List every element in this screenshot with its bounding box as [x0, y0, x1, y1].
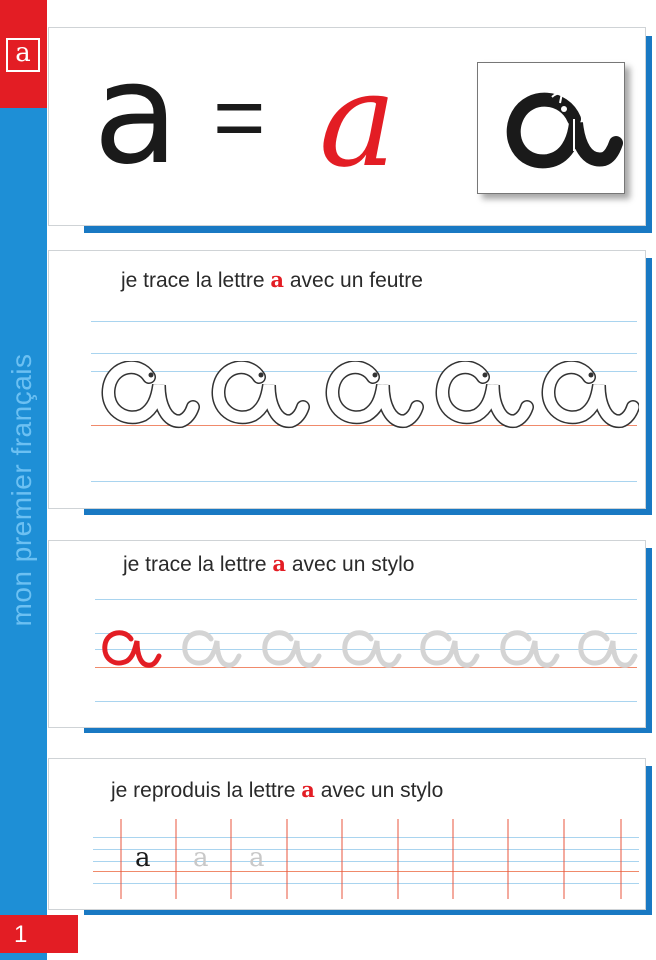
faded-letter: a	[193, 843, 209, 873]
panel-shadow	[645, 548, 652, 733]
instruction-text: avec un stylo	[286, 553, 415, 576]
outlined-letter-a	[332, 367, 417, 421]
equals-sign: =	[213, 68, 266, 168]
panel-shadow	[645, 36, 652, 233]
page-number-badge	[0, 915, 78, 953]
instruction-text: avec un stylo	[314, 779, 444, 802]
book-title: mon premier français	[6, 353, 37, 627]
model-letter-a	[105, 633, 159, 665]
cursive-a-stroke-order-icon	[478, 63, 624, 193]
faded-letter-a	[503, 633, 557, 665]
outlined-letter-a	[548, 367, 633, 421]
instruction-letter: a	[301, 777, 315, 802]
guide-line	[91, 321, 637, 322]
outlined-letter-a	[218, 367, 303, 421]
guide-line	[91, 481, 637, 482]
model-letter: a	[135, 843, 151, 873]
outlined-letter-a	[442, 367, 527, 421]
instruction-letter: a	[270, 267, 285, 292]
page-number: 1	[14, 921, 28, 948]
pen-letter-row	[99, 627, 639, 671]
panel-shadow	[84, 226, 652, 233]
instruction-stylo	[123, 551, 414, 577]
letter-tab	[0, 0, 47, 108]
instruction-text: avec un feutre	[284, 269, 423, 292]
instruction-letter: a	[272, 551, 287, 576]
guide-line	[91, 353, 637, 354]
reproduce-panel	[48, 758, 646, 910]
guide-line	[95, 701, 637, 702]
panel-shadow	[645, 766, 652, 915]
print-letter: a	[93, 33, 179, 196]
outlined-letter-a	[108, 367, 193, 421]
panel-shadow	[645, 258, 652, 515]
instruction-text: je trace la lettre	[121, 269, 271, 292]
faded-letter-a	[581, 633, 635, 665]
trace-marker-panel	[48, 250, 646, 509]
faded-letter-a	[265, 633, 319, 665]
faded-letter-a	[423, 633, 477, 665]
instruction-feutre	[121, 267, 423, 293]
faded-letter: a	[249, 843, 265, 873]
instruction-text: je trace la lettre	[123, 553, 273, 576]
faded-letter-a	[345, 633, 399, 665]
guide-line	[95, 599, 637, 600]
instruction-reproduce	[111, 777, 443, 803]
cursive-letter: a	[319, 44, 397, 196]
panel-shadow	[84, 508, 652, 515]
trace-pen-panel	[48, 540, 646, 728]
header-panel	[48, 27, 646, 226]
instruction-text: je reproduis la lettre	[111, 779, 302, 802]
stroke-guide-box	[477, 62, 625, 194]
letter-tab-glyph: a	[6, 38, 40, 72]
faded-letter-a	[185, 633, 239, 665]
outlined-letter-row	[99, 361, 639, 431]
